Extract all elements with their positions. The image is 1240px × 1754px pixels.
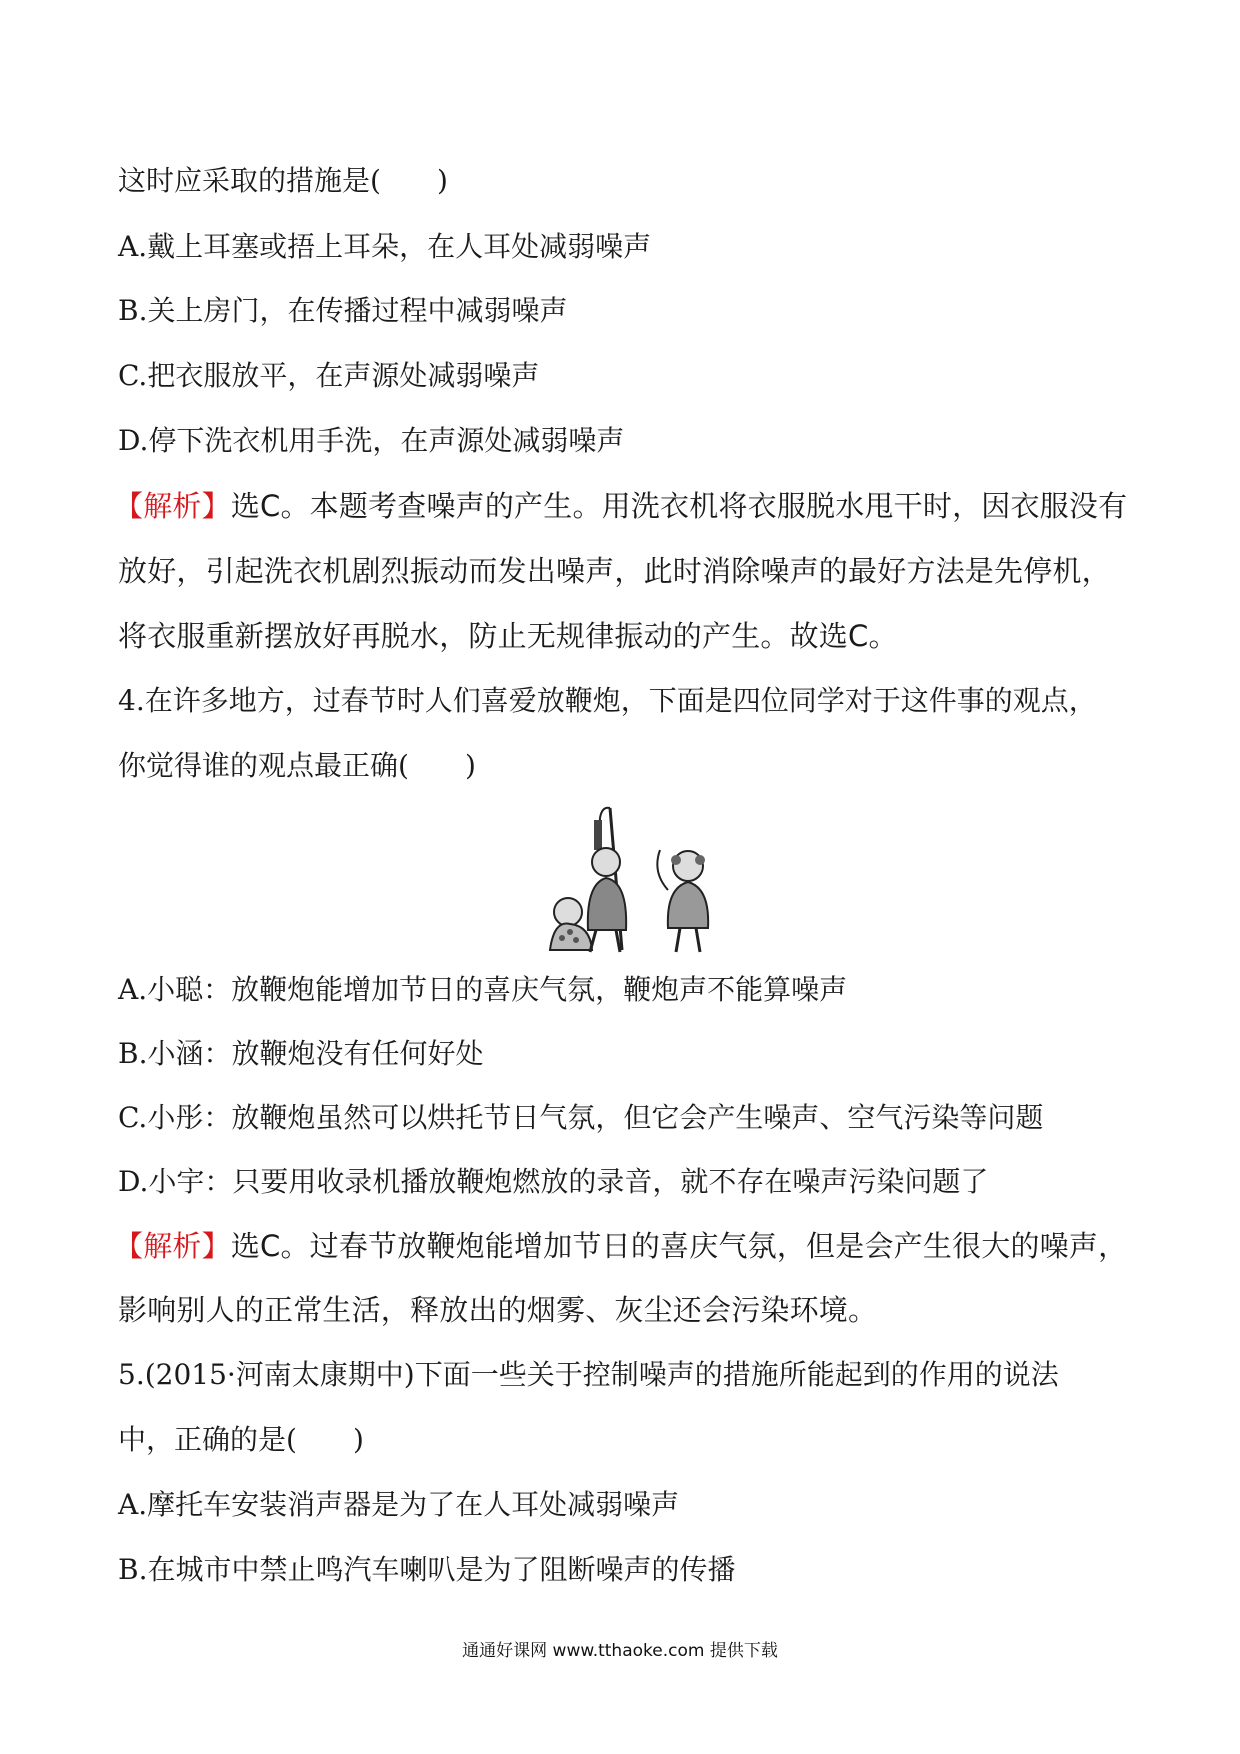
q3-stem-text: 这时应采取的措施是( — [118, 164, 381, 197]
q4-option-c: C.小彤：放鞭炮虽然可以烘托节日气氛，但它会产生噪声、空气污染等问题 — [118, 1101, 1044, 1134]
firecracker-children-illustration — [540, 800, 730, 960]
q3-option-a: A.戴上耳塞或捂上耳朵，在人耳处减弱噪声 — [118, 230, 652, 263]
analysis-tag: 【解析】 — [114, 1229, 231, 1263]
q3-analysis-text-1: 选C。本题考查噪声的产生。用洗衣机将衣服脱水甩干时，因衣服没有 — [230, 489, 1128, 523]
q3-option-c: C.把衣服放平，在声源处减弱噪声 — [118, 359, 540, 392]
q5-stem-close: ) — [352, 1423, 364, 1456]
q3-option-d: D.停下洗衣机用手洗，在声源处减弱噪声 — [118, 424, 625, 457]
q4-stem-text: 你觉得谁的观点最正确( — [118, 749, 409, 782]
q4-option-b: B.小涵：放鞭炮没有任何好处 — [118, 1037, 484, 1070]
q4-option-d: D.小宇：只要用收录机播放鞭炮燃放的录音，就不存在噪声污染问题了 — [118, 1165, 989, 1198]
q4-stem-close: ) — [464, 749, 476, 782]
q4-option-a: A.小聪：放鞭炮能增加节日的喜庆气氛，鞭炮声不能算噪声 — [118, 973, 848, 1006]
page-footer: 通通好课网 www.tthaoke.com 提供下载 — [462, 1641, 778, 1661]
q3-stem — [118, 163, 448, 199]
q4-analysis-line-1 — [114, 1228, 1128, 1264]
q4-analysis-line-2: 影响别人的正常生活，释放出的烟雾、灰尘还会污染环境。 — [118, 1293, 878, 1327]
q4-stem-line-1: 4.在许多地方，过春节时人们喜爱放鞭炮，下面是四位同学对于这件事的观点， — [118, 684, 1097, 717]
q3-analysis-line-3: 将衣服重新摆放好再脱水，防止无规律振动的产生。故选C。 — [118, 619, 898, 653]
q5-stem-line-1: 5.(2015·河南太康期中)下面一些关于控制噪声的措施所能起到的作用的说法 — [118, 1358, 1059, 1391]
q3-analysis-line-1 — [114, 488, 1128, 524]
q3-analysis-line-2: 放好，引起洗衣机剧烈振动而发出噪声，此时消除噪声的最好方法是先停机， — [118, 554, 1111, 588]
q4-stem-line-2 — [118, 748, 476, 784]
q4-analysis-text-1: 选C。过春节放鞭炮能增加节日的喜庆气氛，但是会产生很大的噪声， — [230, 1229, 1128, 1263]
analysis-tag: 【解析】 — [114, 489, 231, 523]
q5-option-a: A.摩托车安装消声器是为了在人耳处减弱噪声 — [118, 1488, 680, 1521]
q3-stem-close: ) — [436, 164, 448, 197]
q5-stem-line-2 — [118, 1422, 364, 1458]
q5-stem-text: 中，正确的是( — [118, 1423, 297, 1456]
q3-option-b: B.关上房门，在传播过程中减弱噪声 — [118, 294, 568, 327]
q5-option-b: B.在城市中禁止鸣汽车喇叭是为了阻断噪声的传播 — [118, 1553, 736, 1586]
